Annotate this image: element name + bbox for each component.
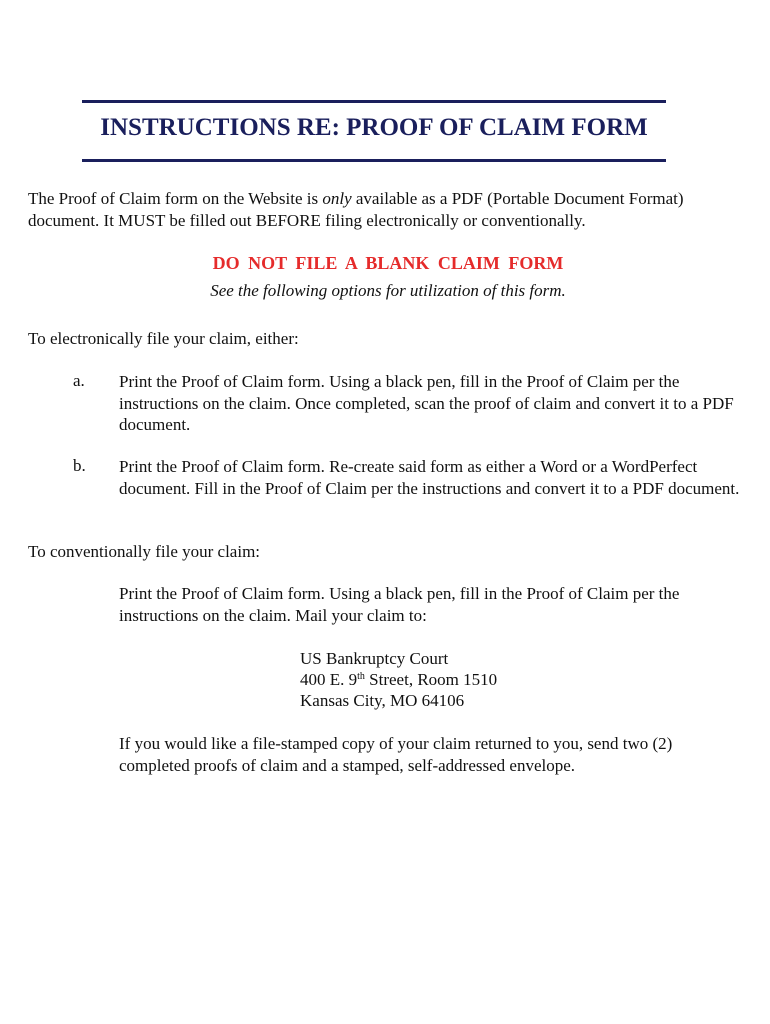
- item-b-text: Print the Proof of Claim form. Re-create said form as either a Word or a WordPerfect document. Fill in the Proof of Claim per the instructions and convert it to a PDF document.: [119, 457, 740, 498]
- address-line-1: US Bankruptcy Court: [300, 649, 449, 668]
- page-title: INSTRUCTIONS RE: PROOF OF CLAIM FORM: [100, 114, 648, 141]
- title-top-rule: [82, 100, 666, 103]
- address-ordinal-suffix: th: [357, 671, 365, 682]
- intro-emphasis: only: [322, 189, 352, 208]
- blank-form-warning: DO NOT FILE A BLANK CLAIM FORM: [212, 253, 564, 273]
- address-line-3: Kansas City, MO 64106: [300, 691, 465, 710]
- item-a-text: Print the Proof of Claim form. Using a black pen, fill in the Proof of Claim per the instructions on the claim. Once completed, scan the proof of claim and convert it to a PDF document.: [119, 372, 734, 434]
- intro-paragraph: [28, 188, 748, 231]
- address-street-number: 400 E. 9: [300, 670, 358, 689]
- title-bottom-rule: [82, 159, 666, 162]
- intro-text-1: The Proof of Claim form on the Website is: [28, 189, 323, 208]
- stamped-copy-paragraph: If you would like a file-stamped copy of your claim returned to you, send two (2) completed proofs of claim and a stamped, self-addressed envelope.: [119, 734, 673, 775]
- address-line-2: [300, 669, 497, 691]
- item-a-marker: a.: [73, 371, 85, 390]
- conventional-heading: To conventionally file your claim:: [28, 542, 261, 561]
- conventional-instructions: Print the Proof of Claim form. Using a black pen, fill in the Proof of Claim per the instructions on the claim. Mail your claim to:: [119, 584, 680, 625]
- intro-text-2: available as a PDF (Portable Document Format) document. It MUST be filled out BEFORE filing electronically or conventionally.: [28, 189, 684, 230]
- address-street-rest: Street, Room 1510: [364, 670, 498, 689]
- options-note: See the following options for utilization of this form.: [210, 281, 566, 300]
- item-b-marker: b.: [73, 456, 86, 475]
- electronic-heading: To electronically file your claim, either:: [28, 329, 299, 348]
